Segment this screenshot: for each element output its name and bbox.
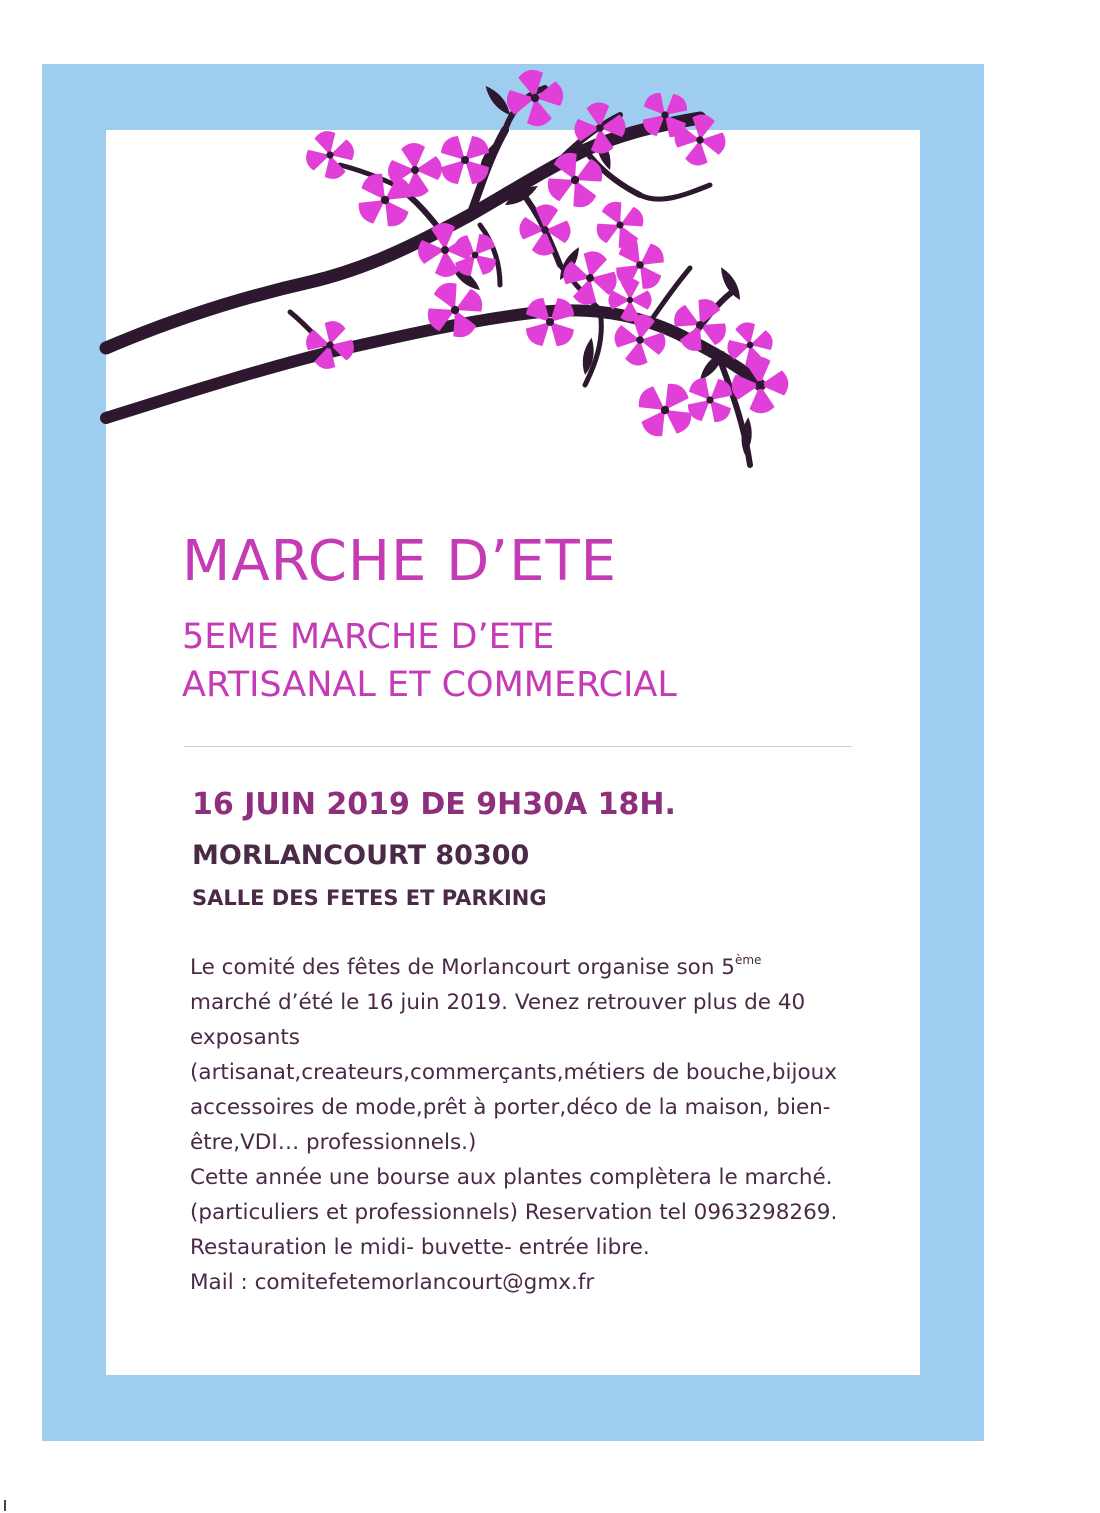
divider [184,746,852,747]
blossom-icon [517,202,573,258]
scan-mark [4,1500,6,1511]
cherry-blossom-branch-icon [0,66,984,496]
description-exhibitors: (artisanat,createurs,commerçants,métiers de bouche,bijoux accessoires de mode,prêt à porter,déco de la maison, bien-être,VDI… professionnels.) [190,1060,837,1155]
blossom-icon [300,315,360,375]
description-intro: Le comité des fêtes de Morlancourt organise son 5 [190,955,735,980]
description-intro-continued: marché d’été le 16 juin 2019. Venez retrouver plus de 40 exposants [190,990,806,1050]
blossom-icon [300,125,360,185]
event-date: 16 JUIN 2019 DE 9H30A 18H. [192,787,676,822]
description-food: Restauration le midi- buvette- entrée libre. [190,1235,650,1260]
ordinal-suffix: ème [734,953,762,967]
description [190,950,870,1300]
event-venue: SALLE DES FETES ET PARKING [192,886,547,910]
description-plants: Cette année une bourse aux plantes complètera le marché.(particuliers et professionnels) Reservation tel 0963298269. [190,1165,838,1225]
event-place: MORLANCOURT 80300 [192,840,530,871]
blossom-icon [588,193,653,258]
subtitle-edition: 5EME MARCHE D’ETE [182,617,555,657]
blossom-icon [604,229,675,300]
page-title: MARCHE D’ETE [182,529,618,594]
contact-mail[interactable]: Mail : comitefetemorlancourt@gmx.fr [190,1270,595,1295]
subtitle-type: ARTISANAL ET COMMERCIAL [182,665,677,705]
